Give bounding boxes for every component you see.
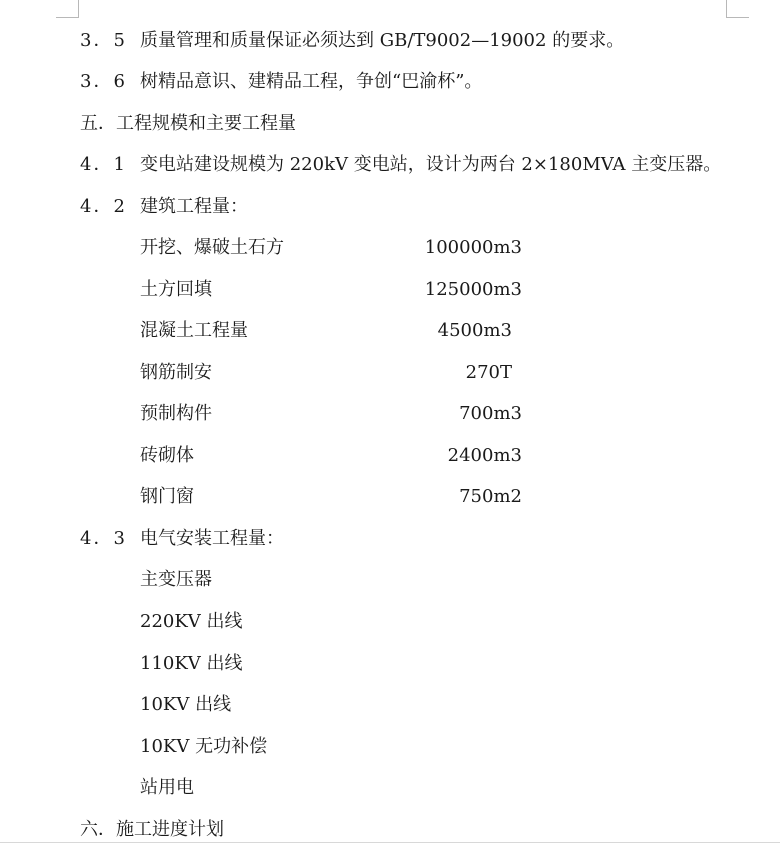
quantity-value: 4500m3	[437, 320, 512, 341]
quantity-item: 预制构件	[140, 403, 212, 424]
quantity-value: 100000m3	[424, 237, 522, 258]
quantity-value: 700m3	[459, 403, 522, 424]
paragraph-text: 建筑工程量：	[140, 196, 248, 217]
quantity-item: 开挖、爆破土石方	[140, 237, 284, 258]
quantity-item: 土方回填	[140, 279, 212, 300]
quantity-item: 钢筋制安	[140, 362, 212, 383]
quantity-value: 125000m3	[424, 279, 522, 300]
quantity-item: 混凝土工程量	[140, 320, 248, 341]
list-item: 站用电	[140, 777, 194, 798]
list-item: 10KV 出线	[140, 694, 232, 715]
list-item: 110KV 出线	[140, 653, 243, 674]
quantity-item: 钢门窗	[140, 486, 194, 507]
paragraph-text: 树精品意识、建精品工程，争创“巴渝杯”。	[140, 71, 483, 92]
item-number: 3．6	[80, 71, 127, 92]
item-number: 4．2	[80, 196, 127, 217]
quantity-item: 砖砌体	[140, 445, 194, 466]
section-heading: 五．工程规模和主要工程量	[80, 113, 296, 134]
paragraph-text: 质量管理和质量保证必须达到 GB/T9002—19002 的要求。	[140, 30, 625, 51]
list-item: 220KV 出线	[140, 611, 243, 632]
quantity-value: 2400m3	[447, 445, 522, 466]
list-item: 主变压器	[140, 569, 212, 590]
page-bottom-divider	[0, 842, 780, 843]
paragraph-text: 电气安装工程量：	[140, 528, 284, 549]
paragraph-text: 变电站建设规模为 220kV 变电站，设计为两台 2×180MVA 主变压器。	[140, 154, 722, 175]
quantity-value: 750m2	[459, 486, 522, 507]
page-corner-mark-right	[726, 0, 749, 18]
item-number: 4．3	[80, 528, 127, 549]
page-corner-mark-left	[56, 0, 79, 18]
quantity-value: 270T	[465, 362, 512, 383]
list-item: 10KV 无功补偿	[140, 736, 268, 757]
section-heading: 六．施工进度计划	[80, 819, 224, 840]
item-number: 3．5	[80, 30, 127, 51]
item-number: 4．1	[80, 154, 127, 175]
